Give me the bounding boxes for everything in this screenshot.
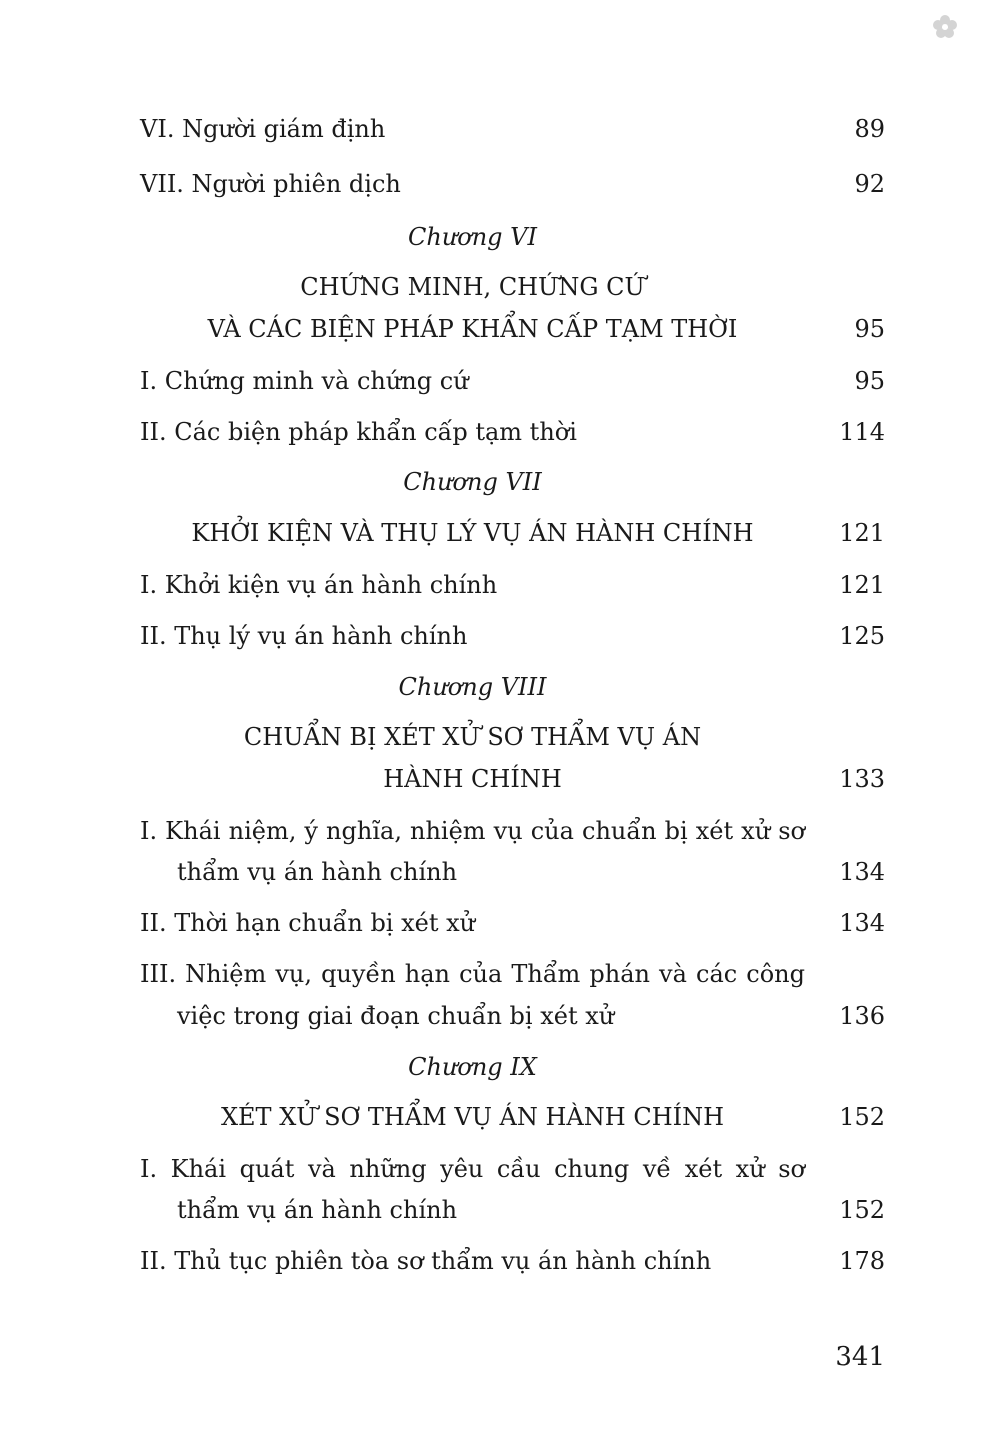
toc-page-number: 89: [854, 115, 885, 143]
toc-page-number: 125: [839, 622, 885, 650]
toc-entry-text: I. Khái niệm, ý nghĩa, nhiệm vụ của chuẩn bị xét xử sơ: [140, 817, 805, 845]
toc-page-number: 121: [839, 571, 885, 599]
chapter-title: CHỨNG MINH, CHỨNG CỨ: [300, 273, 645, 301]
chapter-title: KHỞI KIỆN VÀ THỤ LÝ VỤ ÁN HÀNH CHÍNH: [191, 519, 754, 547]
chapter-label: Chương VII: [403, 468, 542, 496]
page-number-footer: 341: [835, 1342, 885, 1372]
toc-page-number: 95: [854, 315, 885, 343]
toc-page-number: 114: [839, 418, 885, 446]
chapter-label: Chương VI: [408, 223, 537, 251]
chapter-label: Chương VIII: [398, 673, 547, 701]
toc-entry-text: II. Thụ lý vụ án hành chính: [140, 622, 468, 650]
chapter-title: CHUẨN BỊ XÉT XỬ SƠ THẨM VỤ ÁN: [243, 723, 702, 751]
chapter-title: XÉT XỬ SƠ THẨM VỤ ÁN HÀNH CHÍNH: [220, 1103, 725, 1131]
chapter-label: Chương IX: [408, 1053, 537, 1081]
toc-page-number: 133: [839, 765, 885, 793]
toc-entry-text: VI. Người giám định: [140, 115, 386, 143]
toc-page-number: 152: [839, 1103, 885, 1131]
toc-page-number: 92: [854, 170, 885, 198]
toc-entry-text: I. Khởi kiện vụ án hành chính: [140, 571, 498, 599]
toc-page-number: 134: [839, 909, 885, 937]
chapter-title: HÀNH CHÍNH: [383, 765, 562, 793]
toc-entry-text: I. Khái quát và những yêu cầu chung về xét xử sơ: [140, 1155, 805, 1183]
toc-entry-text: VII. Người phiên dịch: [140, 170, 401, 198]
toc-entry-text: III. Nhiệm vụ, quyền hạn của Thẩm phán và các công: [140, 960, 805, 988]
toc-page-number: 95: [854, 367, 885, 395]
toc-page-number: 134: [839, 858, 885, 886]
toc-entry-text: I. Chứng minh và chứng cứ: [140, 367, 469, 395]
toc-entry-text: thẩm vụ án hành chính: [177, 858, 458, 886]
toc-entry-text: II. Thủ tục phiên tòa sơ thẩm vụ án hành chính: [140, 1247, 712, 1275]
toc-entry-text: thẩm vụ án hành chính: [177, 1196, 458, 1224]
toc-entry-text: II. Các biện pháp khẩn cấp tạm thời: [140, 418, 577, 446]
flower-ornament-icon: [930, 12, 960, 42]
toc-page-number: 152: [839, 1196, 885, 1224]
toc-page-number: 178: [839, 1247, 885, 1275]
toc-entry-text: II. Thời hạn chuẩn bị xét xử: [140, 909, 476, 937]
toc-entry-text: việc trong giai đoạn chuẩn bị xét xử: [177, 1002, 615, 1030]
toc-page-number: 121: [839, 519, 885, 547]
toc-page-number: 136: [839, 1002, 885, 1030]
chapter-title: VÀ CÁC BIỆN PHÁP KHẨN CẤP TẠM THỜI: [207, 315, 738, 343]
